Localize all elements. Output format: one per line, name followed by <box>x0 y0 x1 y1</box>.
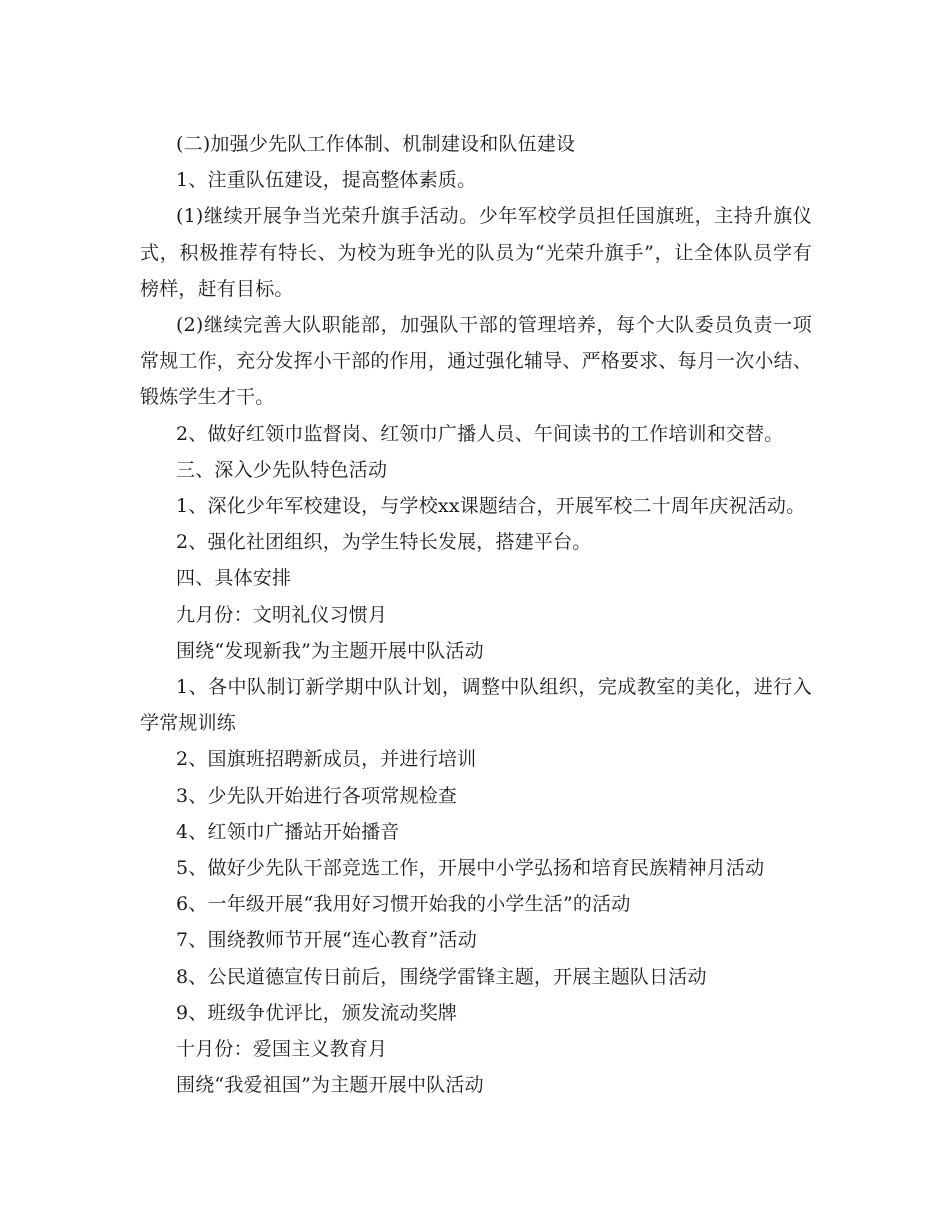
september-item-2: 2、国旗班招聘新成员，并进行培训 <box>176 748 477 771</box>
month-heading-october: 十月份：爱国主义教育月 <box>176 1038 388 1061</box>
september-item-3: 3、少先队开始进行各项常规检查 <box>176 784 458 807</box>
paragraph-military-school: 1、深化少年军校建设，与学校xx课题结合，开展军校二十周年庆祝活动。 <box>176 495 806 518</box>
paragraph-supervision-post: 2、做好红领巾监督岗、红领巾广播人员、午间读书的工作培训和交替。 <box>176 422 784 445</box>
september-item-6: 6、一年级开展“我用好习惯开始我的小学生活”的活动 <box>176 893 631 916</box>
paragraph-brigade-department: (2)继续完善大队职能部，加强队干部的管理培养，每个大队委员负责一项常规工作，充分发挥小干部的作用，通过强化辅导、严格要求、每月一次小结、锻炼学生才干。 <box>140 314 813 409</box>
september-item-1: 1、各中队制订新学期中队计划，调整中队组织，完成教室的美化，进行入学常规训练 <box>140 676 812 735</box>
section-heading-3: 三、深入少先队特色活动 <box>176 458 388 481</box>
september-item-8: 8、公民道德宣传日前后，围绕学雷锋主题，开展主题队日活动 <box>176 965 707 988</box>
september-item-4: 4、红领巾广播站开始播音 <box>176 820 400 843</box>
october-theme: 围绕“我爱祖国”为主题开展中队活动 <box>176 1074 484 1097</box>
september-item-7: 7、围绕教师节开展“连心教育”活动 <box>176 929 477 952</box>
september-theme: 围绕“发现新我”为主题开展中队活动 <box>176 639 484 662</box>
september-item-9: 9、班级争优评比，颁发流动奖牌 <box>176 1001 458 1024</box>
section-heading-4: 四、具体安排 <box>176 567 292 590</box>
paragraph-team-building: 1、注重队伍建设，提高整体素质。 <box>176 169 477 192</box>
paragraph-clubs: 2、强化社团组织，为学生特长发展，搭建平台。 <box>176 531 592 554</box>
september-item-5: 5、做好少先队干部竞选工作，开展中小学弘扬和培育民族精神月活动 <box>176 857 765 880</box>
month-heading-september: 九月份：文明礼仪习惯月 <box>176 603 388 626</box>
document-body <box>140 126 812 1103</box>
section-heading-2: (二)加强少先队工作体制、机制建设和队伍建设 <box>176 133 576 155</box>
paragraph-flag-raiser: (1)继续开展争当光荣升旗手活动。少年军校学员担任国旗班，主持升旗仪式，积极推荐有特长、为校为班争光的队员为“光荣升旗手”，让全体队员学有榜样，赶有目标。 <box>140 205 812 300</box>
